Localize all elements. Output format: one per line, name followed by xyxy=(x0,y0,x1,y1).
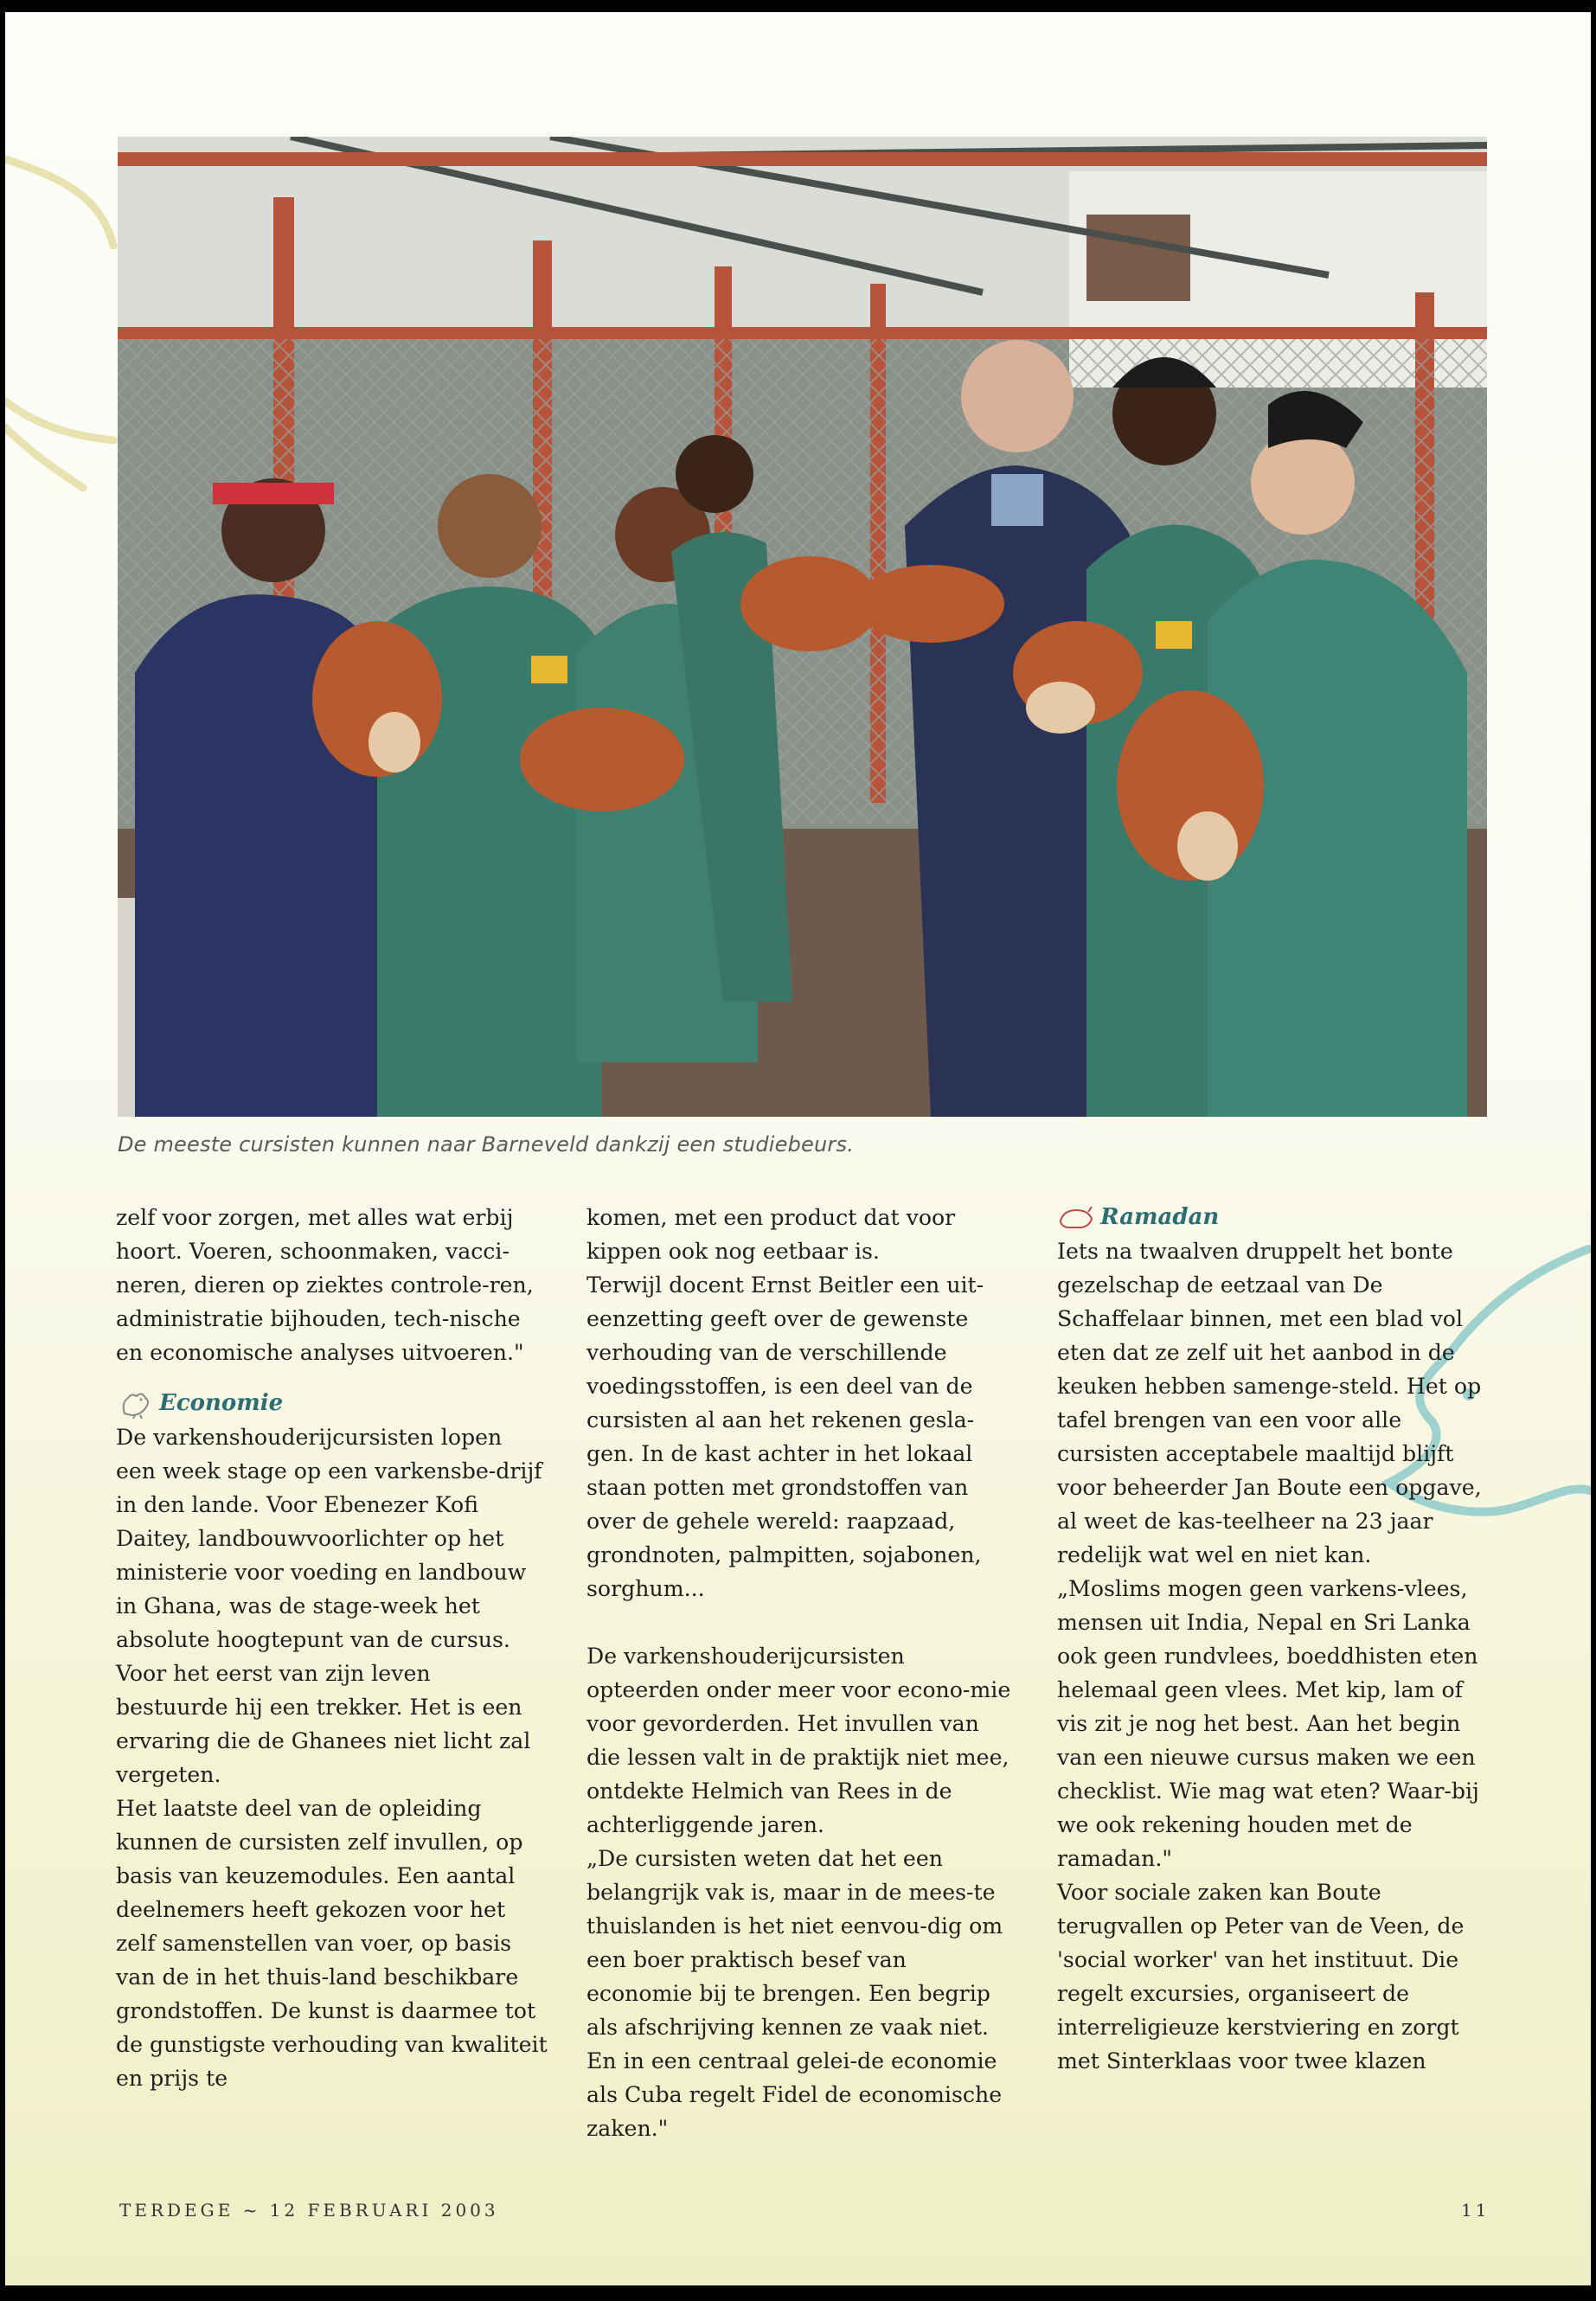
paragraph: De varkenshouderijcursisten opteerden onder meer voor econo-mie voor gevorderden. Het invullen van die lessen valt in de praktijk niet mee, ontdekte Helmich van Rees in de achterliggende jaren. xyxy=(586,1644,1011,1837)
section-heading-label: Ramadan xyxy=(1100,1204,1220,1230)
rooster-icon xyxy=(116,1389,154,1419)
photo-caption: De meeste cursisten kunnen naar Barneveld dankzij een studiebeurs. xyxy=(118,1132,855,1157)
section-heading-economie xyxy=(116,1387,548,1420)
section-heading-ramadan xyxy=(1057,1201,1490,1234)
paragraph: Voor sociale zaken kan Boute terugvallen op Peter van de Veen, de 'social worker' van het instituut. Die regelt excursies, organiseert de interreligieuze kerstviering en zorgt met Sinterklaas voor twee klazen xyxy=(1057,1880,1465,2073)
paragraph: „Moslims mogen geen varkens-vlees, mensen uit India, Nepal en Sri Lanka ook geen rundvlees, boeddhisten eten helemaal geen vlees. Met kip, lam of vis zit je nog het best. Aan het begin van een nieuwe cursus maken we een checklist. Wie mag wat eten? Waar-bij we ook rekening houden met de ramadan." xyxy=(1057,1576,1479,1871)
page-number: 11 xyxy=(1461,2200,1490,2221)
decorative-swirl-left xyxy=(5,142,135,574)
paragraph: Het laatste deel van de opleiding kunnen de cursisten zelf invullen, op basis van keuzemodules. Een aantal deelnemers heeft gekozen voor het zelf samenstellen van voer, op basis van de in het thuis-land beschikbare grondstoffen. De kunst is daarmee tot de gunstigste verhouding van kwaliteit en prijs te xyxy=(116,1796,548,2091)
paragraph: zelf voor zorgen, met alles wat erbij hoort. Voeren, schoonmaken, vacci-neren, dieren op ziektes controle-ren, administratie bijhouden, tech-nische en economische analyses uitvoeren." xyxy=(116,1205,534,1365)
text-column-1 xyxy=(116,1201,548,2095)
paragraph: Terwijl docent Ernst Beitler een uit-eenzetting geeft over de gewenste verhouding van de verschillende voedingsstoffen, is een deel van de cursisten al aan het rekenen gesla-gen. In de kast achter in het lokaal staan potten met grondstoffen van over de gehele wereld: raapzaad, grondnoten, palmpitten, sojabonen, sorghum... xyxy=(586,1272,984,1601)
photo-students-with-chickens xyxy=(118,137,1487,1117)
text-column-3 xyxy=(1057,1201,1490,2078)
paragraph: Iets na twaalven druppelt het bonte gezelschap de eetzaal van De Schaffelaar binnen, met een blad vol eten dat ze zelf uit het aanbod in de keuken hebben samenge-steld. Het op tafel brengen van een voor alle cursisten acceptabele maaltijd blijft voor beheerder Jan Boute een opgave, al weet de kas-teelheer na 23 jaar redelijk wat wel en niet kan. xyxy=(1057,1239,1482,1567)
paragraph: De varkenshouderijcursisten lopen een week stage op een varkensbe-drijf in den lande. Voor Ebenezer Kofi Daitey, landbouwvoorlichter op het ministerie voor voeding en landbouw in Ghana, was de stage-week het absolute hoogtepunt van de cursus. Voor het eerst van zijn leven bestuurde hij een trekker. Het is een ervaring die de Ghanees niet licht zal vergeten. xyxy=(116,1425,542,1787)
paragraph: „De cursisten weten dat het een belangrijk vak is, maar in de mees-te thuislanden is het niet eenvou-dig om een boer praktisch besef van economie bij te brengen. Een begrip als afschrijving kennen ze vaak niet. En in een centraal gelei-de economie als Cuba regelt Fidel de economische zaken." xyxy=(586,1846,1003,2141)
text-column-2 xyxy=(586,1201,1019,2145)
footer-publication: TERDEGE ~ 12 FEBRUARI 2003 xyxy=(119,2200,499,2221)
paragraph: komen, met een product dat voor kippen ook nog eetbaar is. xyxy=(586,1205,956,1264)
section-heading-label: Economie xyxy=(159,1390,284,1416)
pig-icon xyxy=(1057,1203,1095,1233)
magazine-page xyxy=(5,12,1591,2285)
